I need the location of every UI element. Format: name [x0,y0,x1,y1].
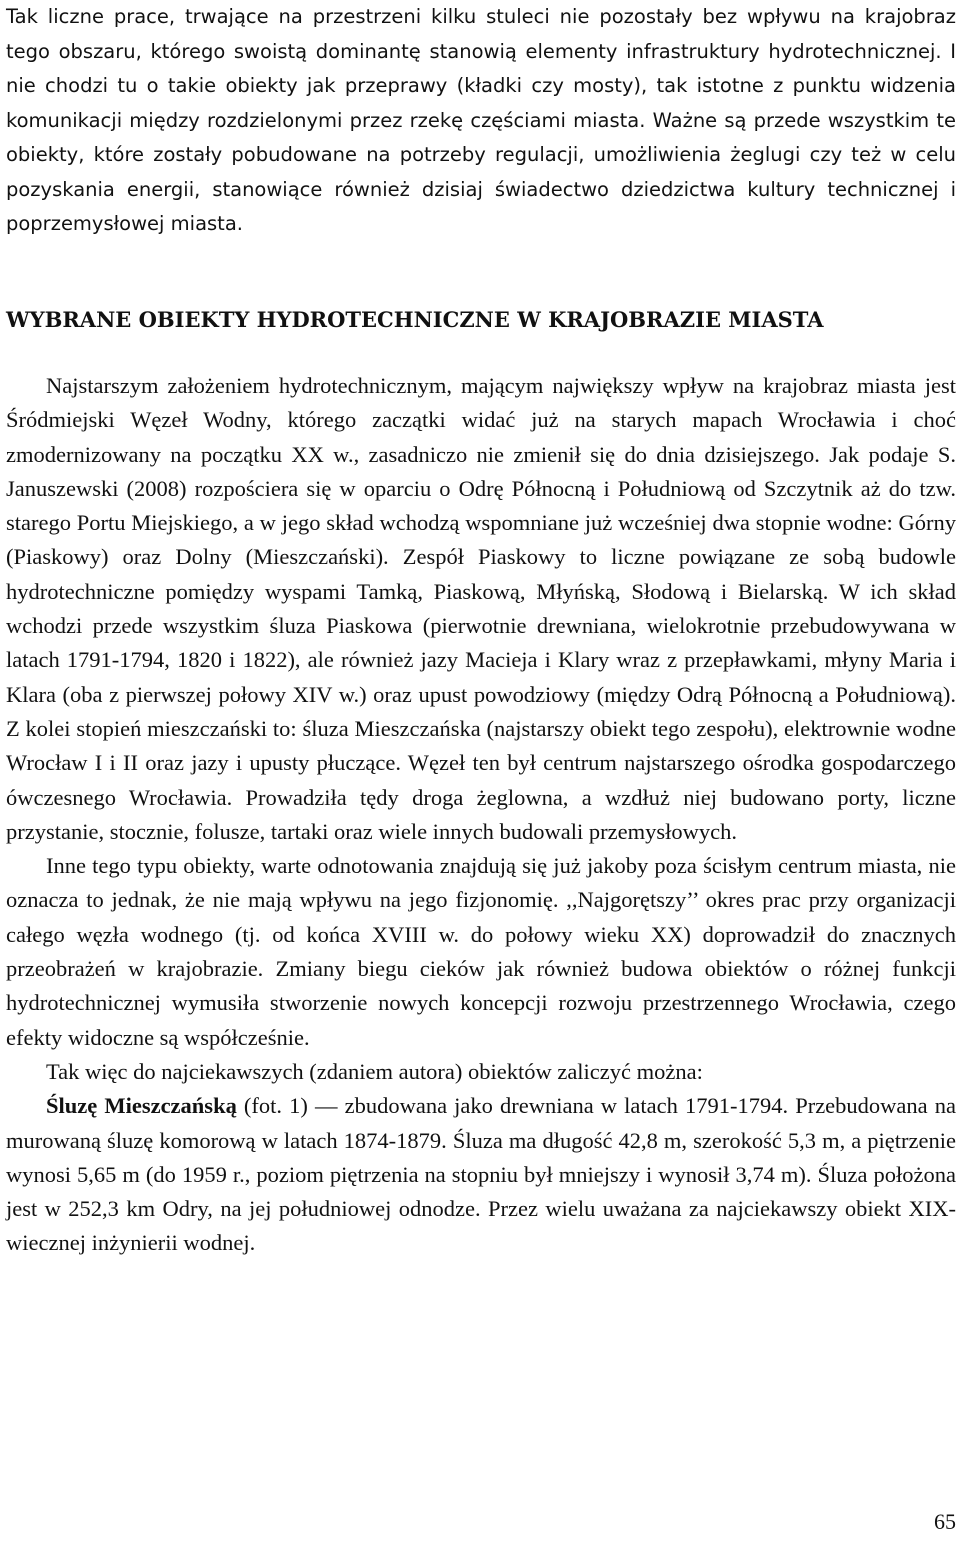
paragraph-inne-obiekty: Inne tego typu obiekty, warte odnotowania znajdują się już jakoby poza ścisłym centrum miasta, nie oznacza to jednak, że nie mają wpływu na jego fizjonomię. ,,Najgorętszy’’ okres prac przy organizacji całego węzła wodnego (tj. od końca XVIII w. do połowy wieku XX) doprowadził do znacznych przeobrażeń w krajobrazie. Zmiany biegu cieków jak również budowa obiektów o różnej funkcji hydrotechnicznej wymusiła stworzenie nowych koncepcji rozwoju przestrzennego Wrocławia, czego efekty widoczne są współcześnie. [6,853,956,1050]
paragraph-intro-list: Tak więc do najciekawszych (zdaniem autora) obiektów zaliczyć można: [46,1058,703,1084]
paragraph-sluza-mieszczanska [6,1089,956,1260]
section-heading: WYBRANE OBIEKTY HYDROTECHNICZNE W KRAJOBRAZIE MIASTA [6,307,824,332]
page-number: 65 [934,1509,956,1534]
paragraph-weze-wodny: Najstarszym założeniem hydrotechnicznym, mającym największy wpływ na krajobraz miasta jest Śródmiejski Węzeł Wodny, którego zaczątki widać już na starych mapach Wrocławia i choć zmodernizowany na początku XX w., zasadniczo nie zmienił się do dnia dzisiejszego. Jak podaje S. Januszewski (2008) rozpościera się w oparciu o Odrę Północną i Południową od Szczytnik aż do tzw. starego Portu Miejskiego, a w jego skład wchodzą wspomniane już wcześniej dwa stopnie wodne: Górny (Piaskowy) oraz Dolny (Mieszczański). Zespół Piaskowy to liczne powiązane ze sobą budowle hydrotechniczne pomiędzy wyspami Tamką, Piaskową, Młyńską, Słodową i Bielarską. W ich skład wchodzi przede wszystkim śluza Piaskowa (pierwotnie drewniana, wielokrotnie przebudowywana w latach 1791-1794, 1820 i 1822), ale również jazy Macieja i Klary wraz z przepławkami, młyny Maria i Klara (oba z pierwszej połowy XIV w.) oraz upust powodziowy (między Odrą Północną a Południową). Z kolei stopień mieszczański to: śluza Mieszczańska (najstarszy obiekt tego zespołu), elektrownie wodne Wrocław I i II oraz jazy i upusty płuczące. Węzeł ten był centrum najstarszego ośrodka gospodarczego ówczesnego Wrocławia. Prowadziła tędy droga żeglowna, a wzdłuż niej budowano porty, liczne przystanie, stocznie, folusze, tartaki oraz wiele innych budowali przemysłowych. [6,373,956,844]
paragraph-text: (fot. 1) — zbudowana jako drewniana w latach 1791-1794. Przebudowana na murowaną śluzę komorową w latach 1874-1879. Śluza ma długość 42,8 m, szerokość 5,3 m, a piętrzenie wynosi 5,65 m (do 1959 r., poziom piętrzenia na stopniu był mniejszy i wynosił 3,74 m). Śluza położona jest w 252,3 km Odry, na jej południowej odnodze. Przez wielu uważana za najciekawszy obiekt XIX-wiecznej inżynierii wodnej. [6,1093,956,1256]
intro-paragraph: Tak liczne prace, trwające na przestrzeni kilku stuleci nie pozostały bez wpływu na krajobraz tego obszaru, którego swoistą dominantę stanowią elementy infrastruktury hydrotechnicznej. I nie chodzi tu o takie obiekty jak przeprawy (kładki czy mosty), tak istotne z punktu widzenia komunikacji między rozdzielonymi przez rzekę częściami miasta. Ważne są przede wszystkim te obiekty, które zostały pobudowane na potrzeby regulacji, umożliwienia żeglugi czy też w celu pozyskania energii, stanowiące również dzisiaj świadectwo dziedzictwa kultury technicznej i poprzemysłowej miasta. [6,5,956,235]
section-body [6,369,956,1261]
bold-lead: Śluzę Mieszczańską [46,1093,237,1119]
